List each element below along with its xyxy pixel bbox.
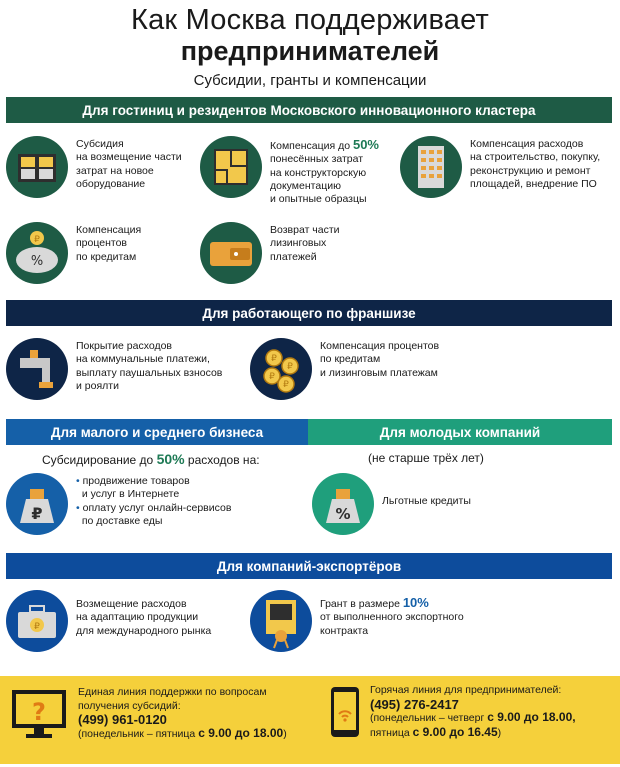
beds-icon	[6, 136, 68, 198]
floor-plan-icon	[200, 136, 262, 198]
sme-subsidy-line: Субсидирование до 50% расходов на:	[42, 451, 260, 467]
svg-text:%: %	[335, 505, 351, 523]
hotels-item-equipment-text: Субсидия на возмещение части затрат на новое оборудование	[76, 138, 182, 190]
svg-text:?: ?	[32, 698, 46, 726]
hotline-phone[interactable]: (495) 276-2417	[370, 696, 459, 712]
svg-text:₽: ₽	[31, 504, 43, 523]
piggy-bank-icon	[6, 222, 68, 284]
svg-text:%: %	[30, 254, 44, 269]
young-item-text: Льготные кредиты	[382, 495, 471, 507]
support-line-text: Единая линия поддержки по вопросам получения субсидий: (499) 961-0120 (понедельник – пятница с 9.00 до 18.00)	[78, 686, 287, 740]
hotels-item-leasing	[200, 222, 340, 284]
building-icon	[400, 136, 462, 198]
hotels-item-documentation	[200, 136, 379, 206]
section-sme-header: Для малого и среднего бизнеса	[6, 419, 308, 445]
percent-bag-icon	[312, 473, 374, 535]
section-export-header: Для компаний-экспортёров	[6, 553, 612, 579]
hotels-item-equipment	[6, 136, 182, 198]
svg-text:₽: ₽	[283, 380, 289, 390]
section-franchise-header: Для работающего по франшизе	[6, 300, 612, 326]
coins-icon	[250, 338, 312, 400]
young-sub-line: (не старше трёх лет)	[368, 451, 484, 465]
svg-text:₽: ₽	[271, 354, 277, 364]
certificate-icon	[250, 590, 312, 652]
hotline-text: Горячая линия для предпринимателей: (495) 276-2417 (понедельник – четверг с 9.00 до 18.00, пятница с 9.00 до 16.45)	[370, 684, 576, 739]
svg-text:₽: ₽	[287, 362, 293, 372]
hotels-item-construction	[400, 136, 600, 198]
section-young-header: Для молодых компаний	[308, 419, 612, 445]
support-phone[interactable]: (499) 961-0120	[78, 712, 167, 727]
sme-item-text: • продвижение товаров и услуг в Интернете • оплату услуг онлайн-сервисов по доставке еды	[76, 475, 232, 527]
hotels-item-leasing-text: Возврат части лизинговых платежей	[270, 224, 340, 263]
hotels-item-construction-text: Компенсация расходов на строительство, покупку, реконструкцию и ремонт площадей, внедрение ПО	[470, 138, 601, 190]
briefcase-icon	[6, 590, 68, 652]
sme-item	[6, 473, 231, 535]
ruble-bag-icon	[6, 473, 68, 535]
export-item-grant-text: Грант в размере 10% от выполненного экспортного контракта	[320, 595, 464, 637]
franchise-item-interest-text: Компенсация процентов по кредитам и лизинговым платежам	[320, 340, 440, 379]
faucet-icon	[6, 338, 68, 400]
export-item-adaptation	[6, 590, 211, 652]
phone-wifi-icon	[330, 686, 360, 738]
hotels-item-loans-text: Компенсация процентов по кредитам	[76, 224, 142, 263]
young-item	[312, 473, 471, 535]
page-title-line2: предпринимателей	[180, 36, 440, 66]
page-subtitle: Субсидии, гранты и компенсации	[193, 72, 427, 89]
franchise-item-utilities-text: Покрытие расходов на коммунальные платежи, выплату паушальных взносов и роялти	[76, 340, 223, 392]
monitor-question-icon	[10, 688, 68, 734]
svg-text:₽: ₽	[34, 622, 40, 632]
hotels-item-documentation-text: Компенсация до 50% понесённых затрат на конструкторскую документацию и опытные образцы	[270, 137, 379, 206]
wallet-icon	[200, 222, 262, 284]
hotels-item-loans	[6, 222, 141, 284]
franchise-item-interest	[250, 338, 439, 400]
page-title-line1: Как Москва поддерживает	[131, 4, 489, 36]
svg-text:₽: ₽	[269, 372, 275, 382]
svg-text:₽: ₽	[34, 235, 40, 245]
franchise-item-utilities	[6, 338, 222, 400]
export-item-grant	[250, 590, 464, 652]
contact-footer	[0, 676, 620, 764]
export-item-adaptation-text: Возмещение расходов на адаптацию продукции для международного рынка	[76, 598, 212, 637]
section-hotels-header: Для гостиниц и резидентов Московского инновационного кластера	[6, 97, 612, 123]
